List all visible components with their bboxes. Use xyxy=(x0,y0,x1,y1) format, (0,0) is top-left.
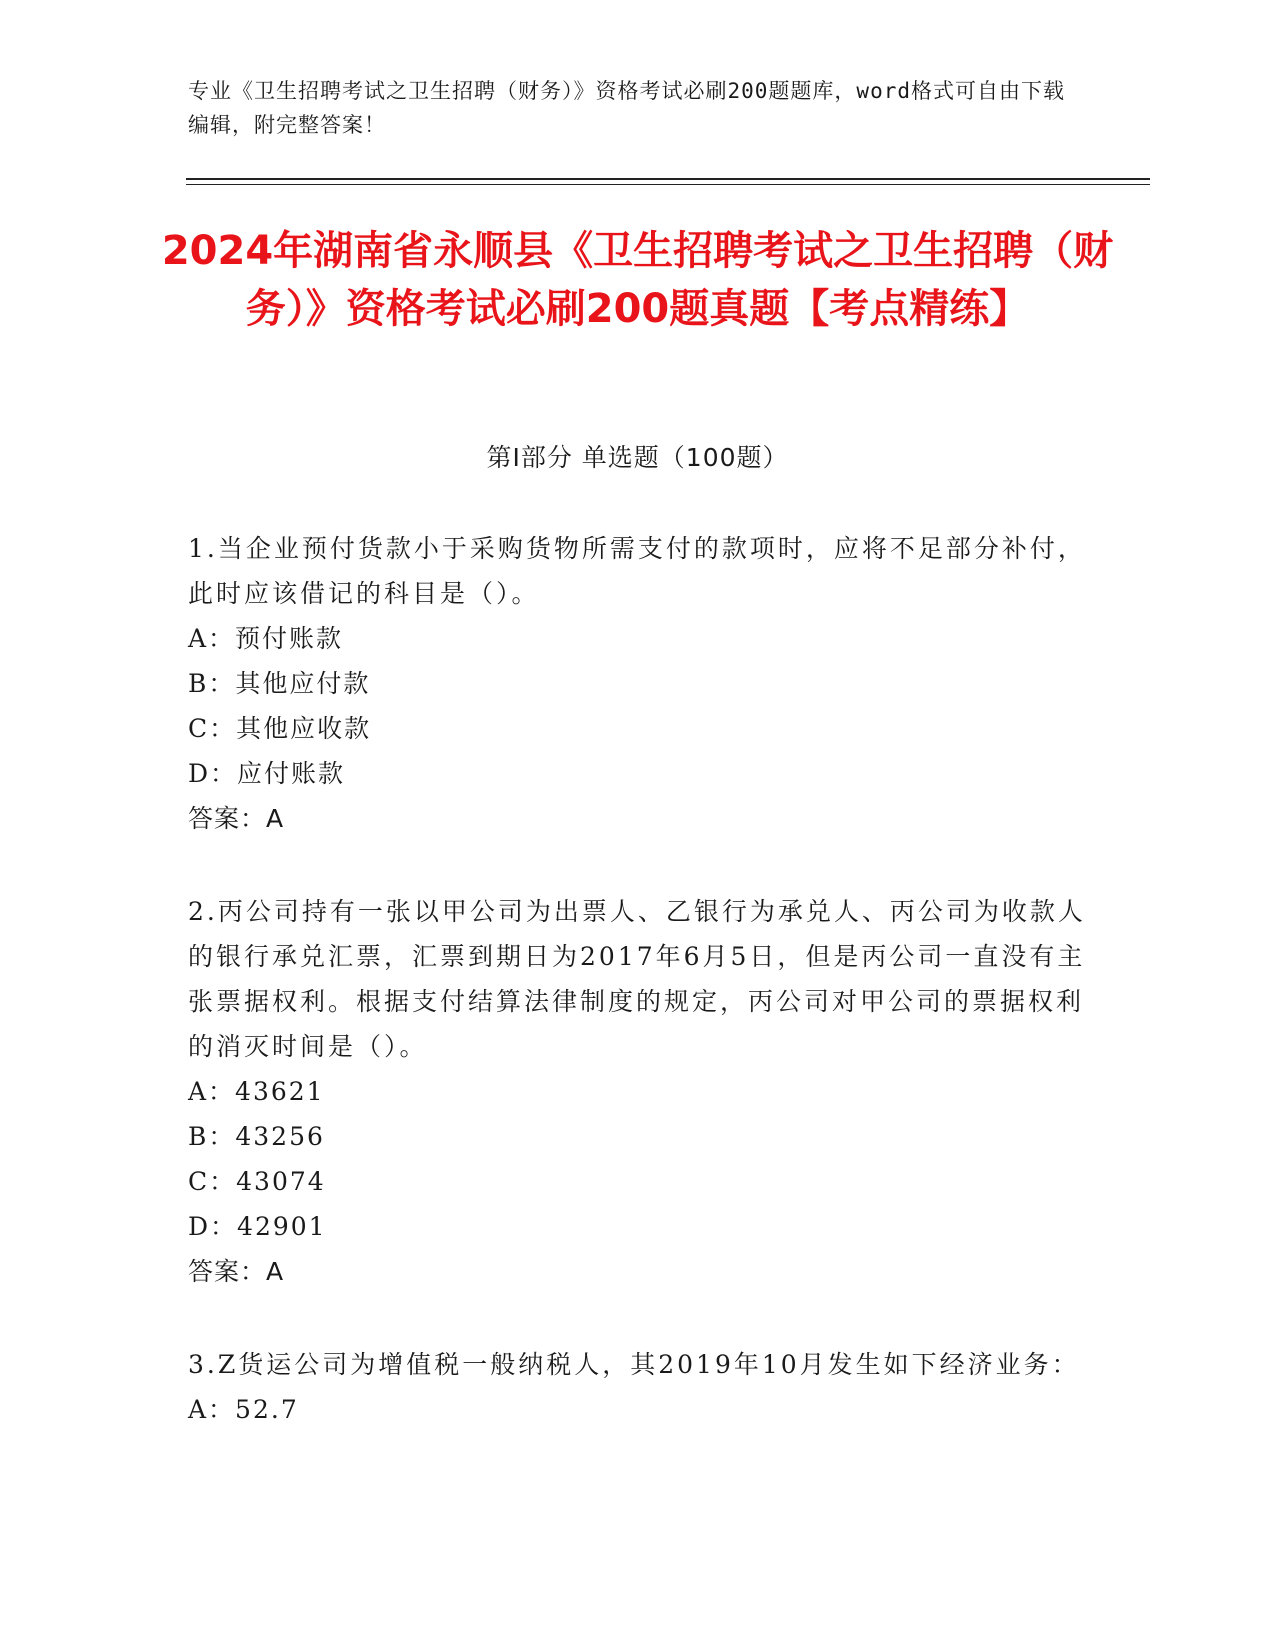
option-d: D：应付账款 xyxy=(188,759,346,788)
question-1 xyxy=(188,526,1088,841)
option-b: B：其他应付款 xyxy=(188,669,371,698)
question-text: 1.当企业预付货款小于采购货物所需支付的款项时，应将不足部分补付，此时应该借记的科目是（）。 xyxy=(188,534,1086,608)
answer: 答案：A xyxy=(188,1257,285,1286)
question-list xyxy=(188,526,1088,1480)
section-title: 第Ⅰ部分 单选题（100题） xyxy=(486,443,789,472)
option-d: D：42901 xyxy=(188,1212,327,1241)
option-c: C：其他应收款 xyxy=(188,714,372,743)
option-c: C：43074 xyxy=(188,1167,326,1196)
header-note: 专业《卫生招聘考试之卫生招聘（财务）》资格考试必刷200题题库，word格式可自由下载编辑，附完整答案！ xyxy=(188,79,1065,137)
question-2 xyxy=(188,889,1088,1294)
answer: 答案：A xyxy=(188,804,285,833)
option-a: A：43621 xyxy=(188,1077,325,1106)
question-3 xyxy=(188,1342,1088,1432)
document-title: 2024年湖南省永顺县《卫生招聘考试之卫生招聘（财务）》资格考试必刷200题真题【考点精练】 xyxy=(161,228,1114,332)
header-rule-thin xyxy=(186,184,1150,185)
question-text: 2.丙公司持有一张以甲公司为出票人、乙银行为承兑人、丙公司为收款人的银行承兑汇票，汇票到期日为2017年6月5日，但是丙公司一直没有主张票据权利。根据支付结算法律制度的规定，丙公司对甲公司的票据权利的消灭时间是（）。 xyxy=(188,897,1086,1061)
option-b: B：43256 xyxy=(188,1122,325,1151)
question-text: 3.Z货运公司为增值税一般纳税人，其2019年10月发生如下经济业务： xyxy=(188,1350,1080,1379)
option-a: A：52.7 xyxy=(188,1395,299,1424)
option-a: A：预付账款 xyxy=(188,624,344,653)
header-rule-thick xyxy=(186,178,1150,180)
